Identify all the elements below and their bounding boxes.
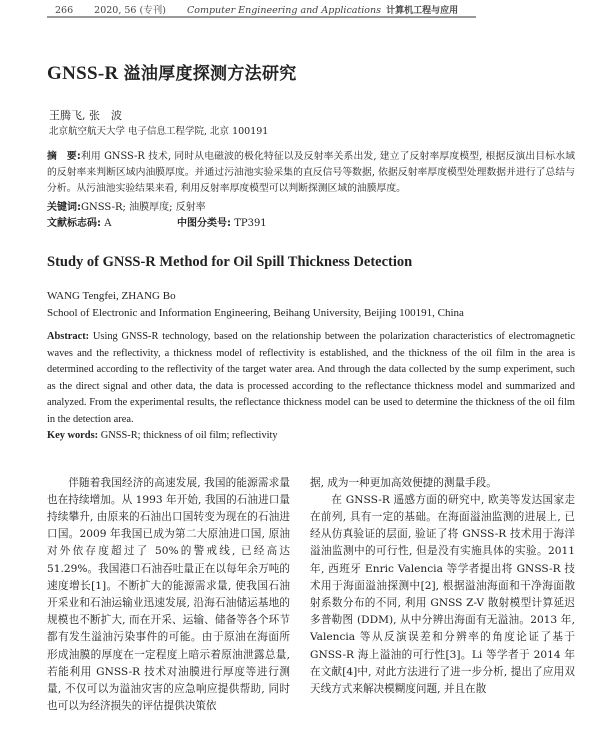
affiliation-zh: 北京航空航天大学 电子信息工程学院, 北京 100191 (49, 126, 269, 137)
body-paragraph: 伴随着我国经济的高速发展, 我国的能源需求量也在持续增加。从 1993 年开始, 我国的石油进口量持续攀升, 由原来的石油出口国转变为现在的石油进口国。2009 年我国已成为第二大原油进口国, 原油对外依存度超过了 50%的警戒线, 已经高达 51.29%。我国港口石油吞吐量正在以每年余万吨的速度增长[1]。不断扩大的能源需求量, 使我国石油开采业和石油运输业迅速发展, 沿海石油储运基地的规模也不断扩大, 而在开采、运输、储备等各个环节都有发生溢油污染事件的可能。由于原油在海面所形成油膜的厚度在一定程度上暗示着原油泄露总量, 若能利用 GNSS-R 技术对油膜进行厚度等进行测量, 不仅可以为溢油灾害的应急响应提供帮助, 同时也可以为经济损失的评估提供决策依 (47, 476, 290, 713)
body-right-column (310, 475, 575, 699)
keywords-zh-text: GNSS-R; 油膜厚度; 反射率 (81, 202, 206, 213)
keywords-zh-label: 关键词: (47, 202, 81, 213)
keywords-en-label: Key words: (47, 430, 99, 441)
keywords-zh (47, 200, 575, 215)
class-no-value: TP391 (234, 218, 267, 229)
doc-code-label: 文献标志码: (47, 218, 101, 229)
body-paragraph: 据, 成为一种更加高效便捷的测量手段。 (310, 476, 497, 489)
journal-name-en: Computer Engineering and Applications (186, 5, 382, 16)
running-header (55, 2, 476, 16)
title-en-part: GNSS-R (47, 63, 119, 84)
authors-zh: 王腾飞, 张 波 (49, 109, 122, 122)
class-no-label: 中图分类号: (177, 218, 231, 229)
abstract-en-label: Abstract: (47, 331, 90, 342)
title-en: Study of GNSS-R Method for Oil Spill Thickness Detection (47, 254, 413, 270)
doc-code-value: A (104, 218, 112, 229)
body-left-column (47, 475, 290, 716)
abstract-en (47, 329, 575, 428)
body-columns (47, 475, 575, 716)
issue: 2020, 56 (专刊) (94, 5, 166, 16)
journal-name-zh: 计算机工程与应用 (386, 6, 459, 16)
header-rule (47, 16, 476, 18)
title-zh-part: 溢油厚度探测方法研究 (123, 64, 297, 84)
abstract-zh (47, 149, 575, 197)
page-number: 266 (55, 5, 74, 16)
page-content (47, 62, 575, 715)
keywords-en-text: GNSS-R; thickness of oil film; reflectivity (100, 430, 278, 441)
page-title (47, 62, 575, 86)
keywords-en (47, 428, 575, 445)
affiliation-en: School of Electronic and Information Engineering, Beihang University, Beijing 100191, China (47, 307, 464, 319)
abstract-zh-text: 利用 GNSS-R 技术, 同时从电磁波的极化特征以及反射率关系出发, 建立了反射率厚度模型, 根据反演出目标水域的反射率来判断区域内油膜厚度。并通过污油池实验采集的直反信号等数据, 依据反射率厚度模型处理数据并进行了总结与分析。从污油池实验结果来看, 利用反射率厚度模型可以判断探测区域的油膜厚度。 (47, 151, 576, 194)
authors-en: WANG Tengfei, ZHANG Bo (47, 290, 176, 302)
classification (47, 216, 575, 231)
body-paragraph: 在 GNSS-R 遥感方面的研究中, 欧美等发达国家走在前列, 具有一定的基础。在海面溢油监测的进展上, 已经从仿真验证的层面, 验证了将 GNSS-R 技术用于海洋溢油监测中的可行性, 但是没有实施具体的实验。2011 年, 西班牙 Enric Valencia 等学者提出将 GNSS-R 技术用于海面溢油探测中[2], 根据溢油海面和干净海面散射系数分布的不同, 利用 GNSS Z-V 散射模型计算延迟多普勒图 (DDM), 从中分辨出海面有无溢油。2013 年, Valencia 等从反演误差和分辨率的角度论证了基于 GNSS-R 海上溢油的可行性[3]。Li 等学者于 2014 年在文献[4]中, 对此方法进行了进一步分析, 提出了应用双天线方式来解决模糊度问题, 并且在散 (310, 493, 575, 695)
abstract-en-text: Using GNSS-R technology, based on the relationship between the polarization characteristics of electromagnetic waves and the reflectivity, a thickness model of reflectivity is established, and the thickness of the oil film in the area is determined according to the reflectivity of the target water area. And through the data collected by the sump experiment, such as the direct signal and other data, the data is processed according to the reflectance thickness model and summarized and analyzed. From the experimental results, the reflectance thickness model can be used to determine the thickness of the oil film in the detection area. (47, 331, 575, 425)
abstract-zh-label: 摘 要: (47, 151, 81, 162)
